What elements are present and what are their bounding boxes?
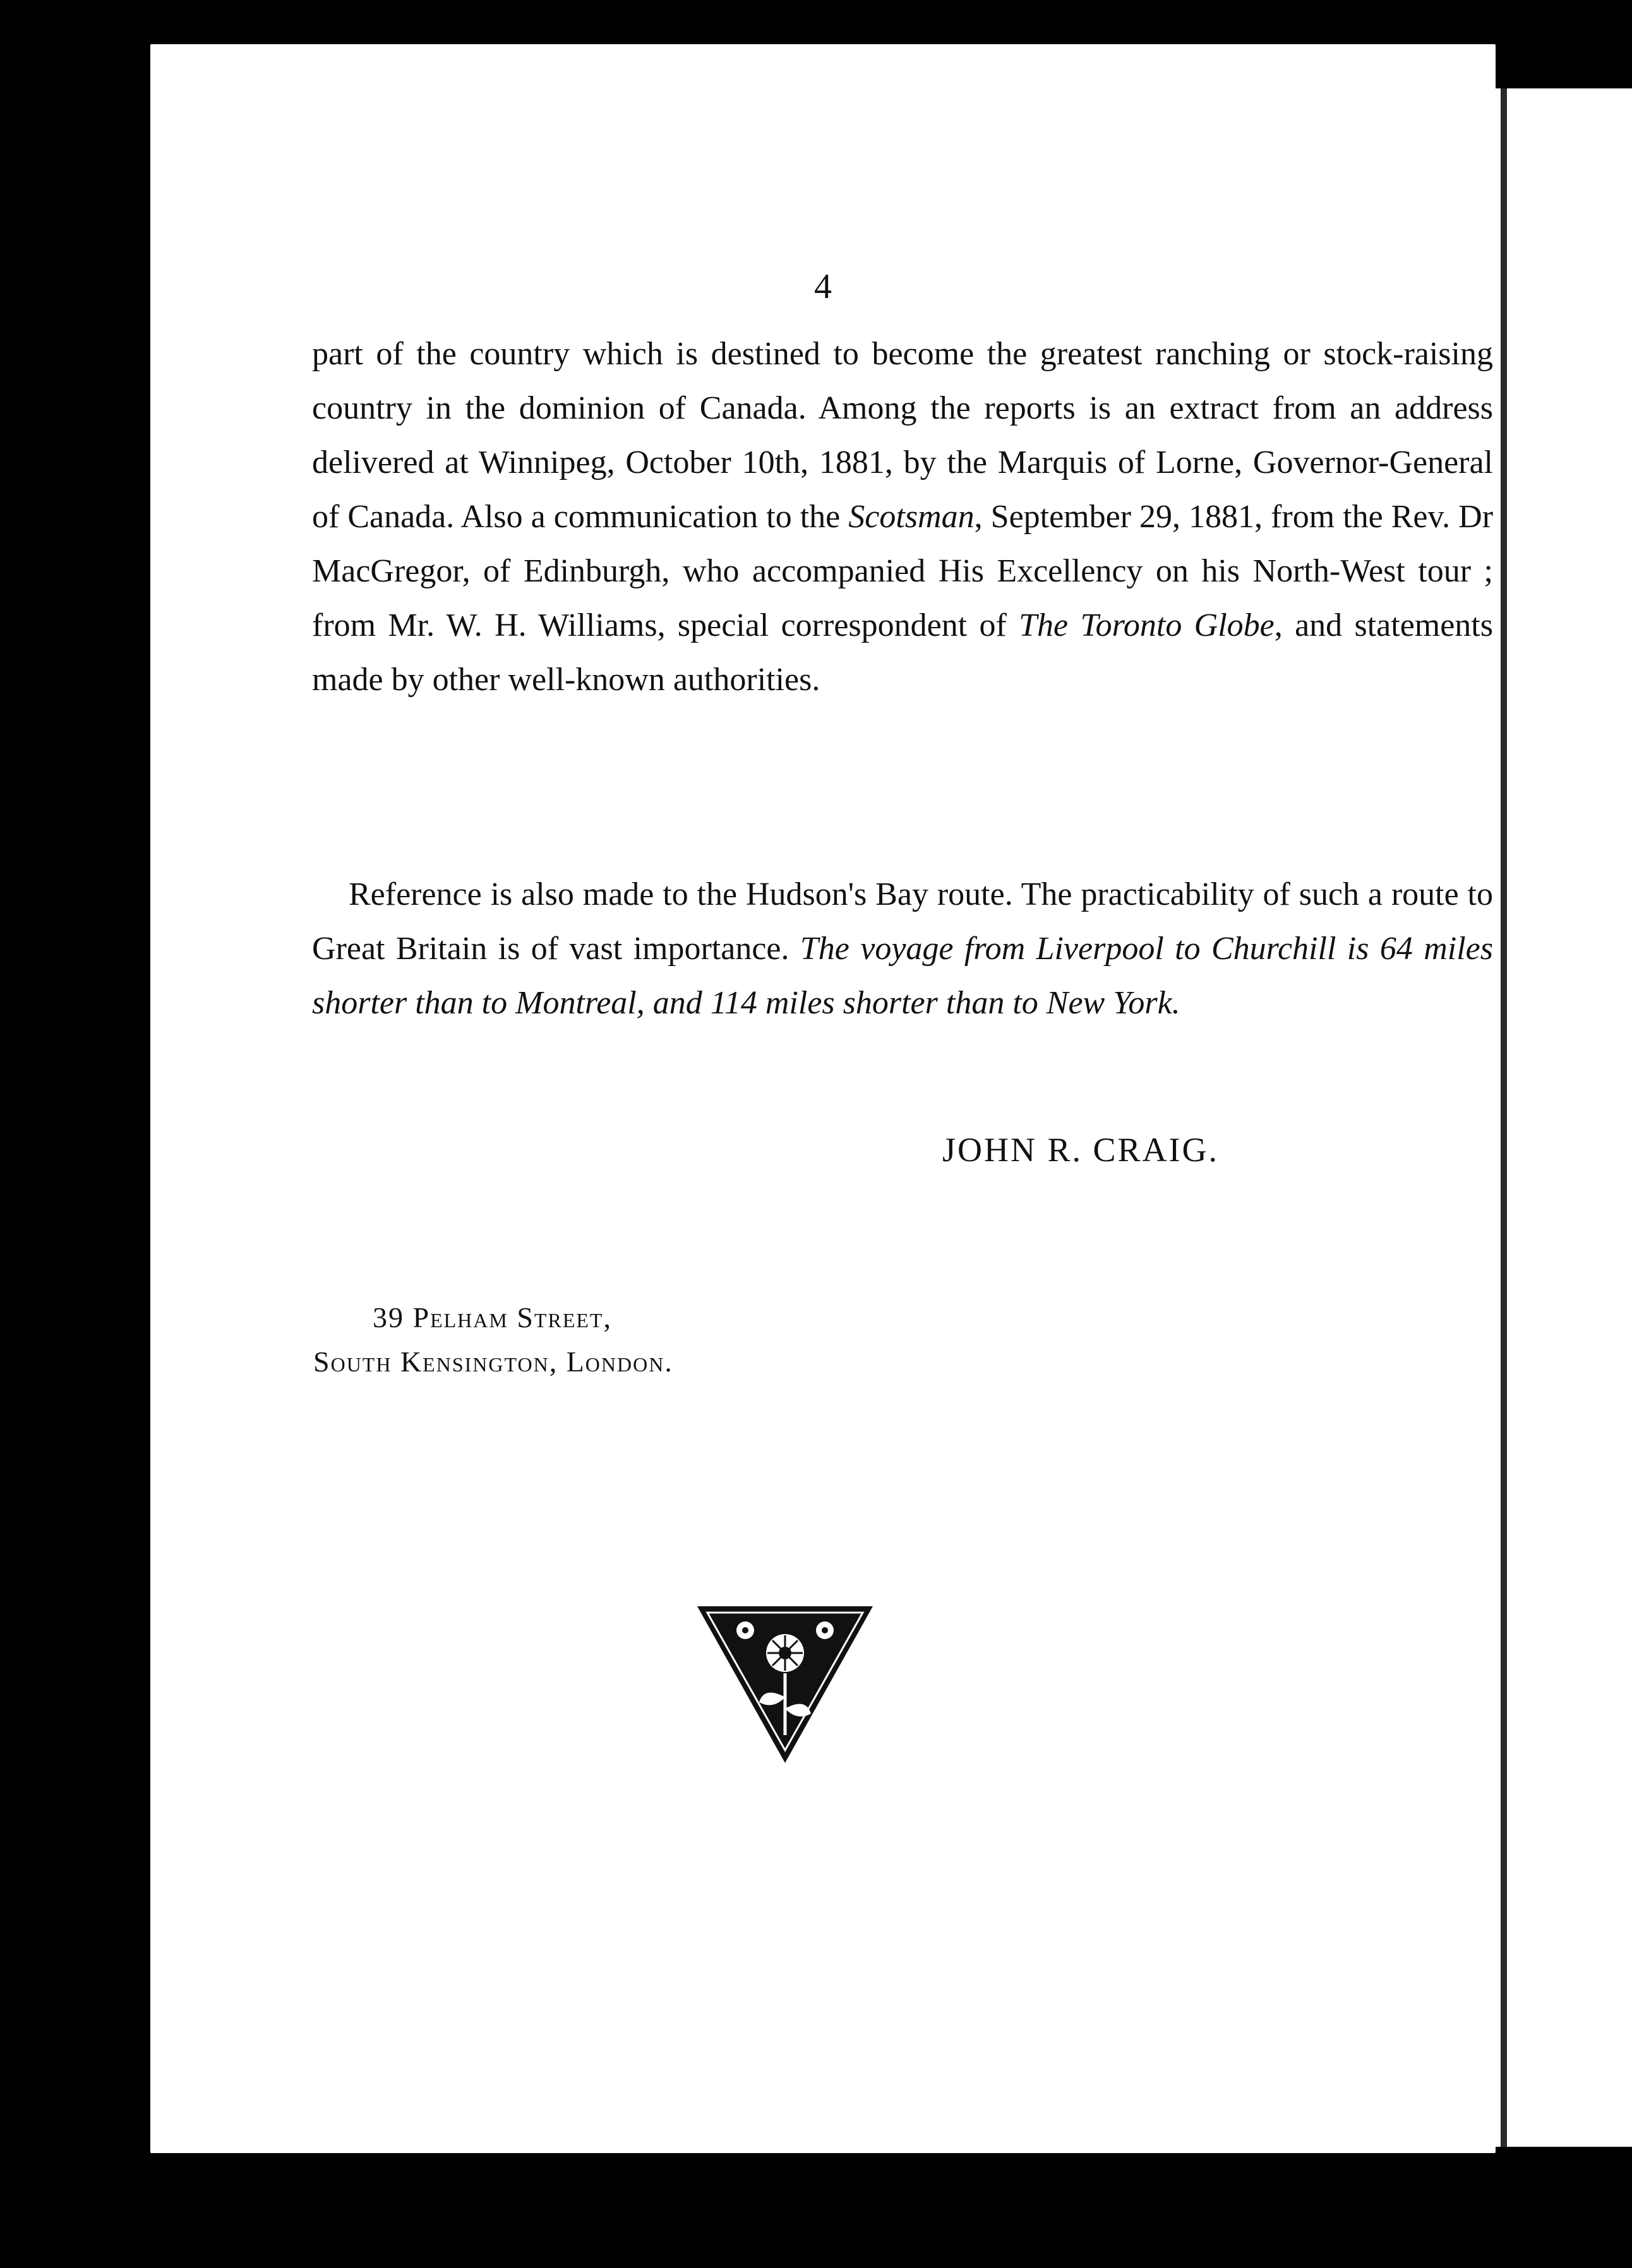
paragraph-1-text-c: , and statements made by other well-known authorities.: [312, 607, 1493, 698]
triangle-flower-ornament-icon: [693, 1603, 877, 1767]
scotsman-title: Scotsman: [848, 499, 975, 535]
paragraph-2-italic: The voyage from Liverpool to Churchill is 64 miles shorter than to Montreal, and 114 miles shorter than to New York.: [312, 931, 1493, 1021]
address-line-1: 39 Pelham Street,: [373, 1301, 612, 1334]
paragraph-1-text-b: , September 29, 1881, from the Rev. Dr MacGregor, of Edinburgh, who accompanied His Excellency on his North-West tour ; from Mr. W. H. Williams, special correspondent of: [312, 499, 1494, 643]
paragraph-2-text: Reference is also made to the Hudson's Bay route. The practicability of such a route to Great Britain is of vast importance.: [312, 876, 1493, 967]
toronto-globe-title: The Toronto Globe: [1019, 607, 1275, 643]
address: [313, 1296, 673, 1384]
book-page: [150, 44, 1496, 2153]
page-binding-edge: [1501, 88, 1507, 2147]
facing-page-edge: [1496, 88, 1632, 2147]
author-signature: JOHN R. CRAIG.: [942, 1131, 1220, 1169]
address-line-2: South Kensington, London.: [313, 1346, 673, 1378]
paragraph-2: [312, 868, 1493, 1030]
page-number: 4: [814, 267, 832, 306]
paragraph-1-text-a: part of the country which is destined to become the greatest ranching or stock-raising country in the dominion of Canada. Among the reports is an extract from an address delivered at Winnipeg, October 10th, 1881, by the Marquis of Lorne, Governor-General of Canada. Also a communication to the: [312, 336, 1493, 535]
paragraph-1: [312, 327, 1493, 707]
